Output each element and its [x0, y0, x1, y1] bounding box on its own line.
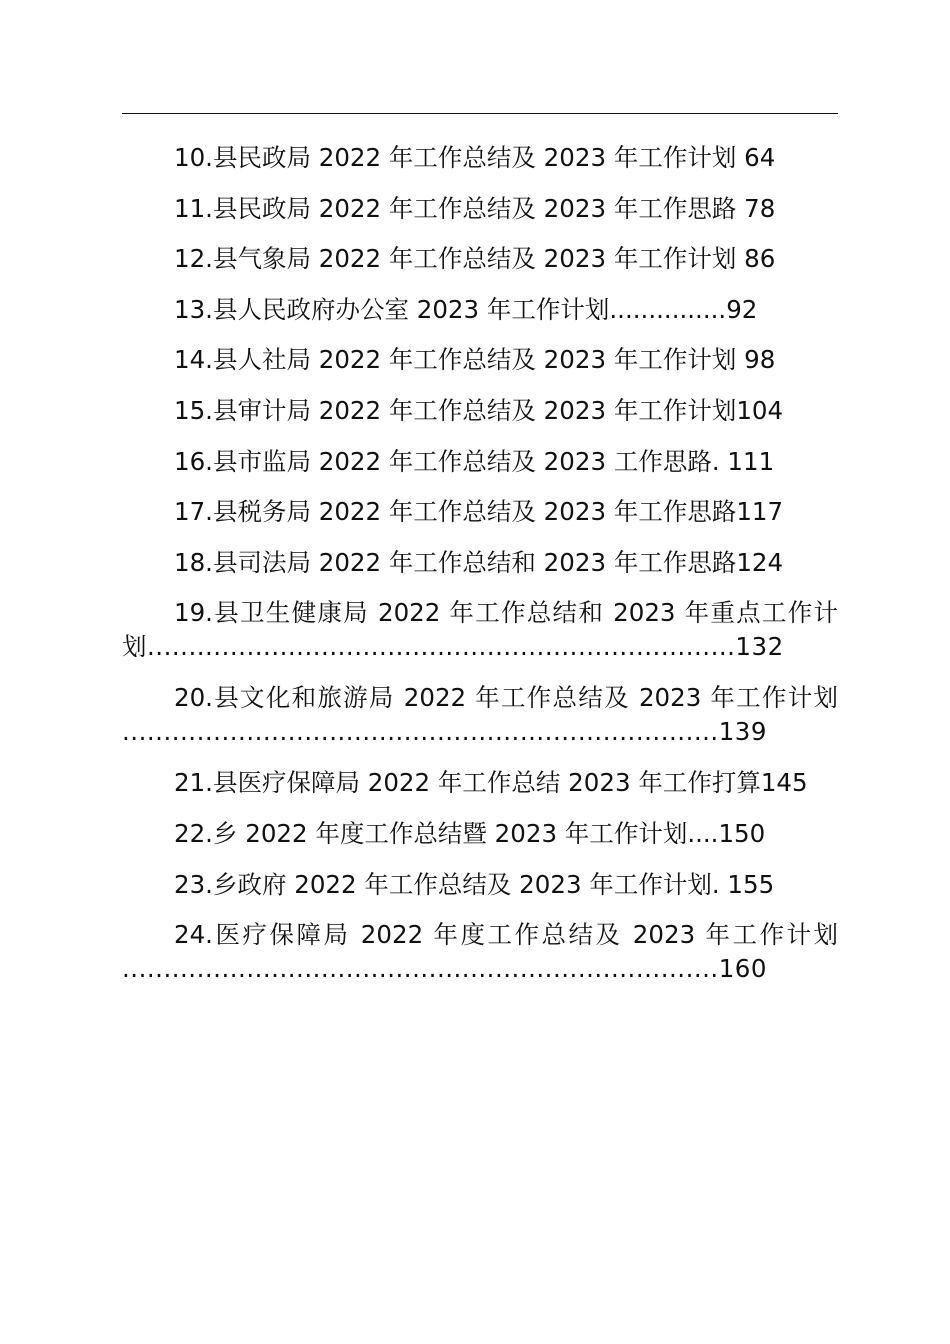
- table-of-contents: [122, 141, 838, 1003]
- toc-entry-text: 13.县人民政府办公室 2023 年工作计划...............92: [174, 294, 758, 324]
- toc-entry-11[interactable]: [122, 192, 838, 226]
- toc-entry-text-line2: 划.......................................................................132: [122, 632, 784, 662]
- header-rule: [122, 113, 838, 114]
- toc-entry-15[interactable]: [122, 394, 838, 428]
- toc-entry-text-line1: 20.县文化和旅游局 2022 年工作总结及 2023 年工作计划: [174, 683, 838, 713]
- toc-entry-text: 22.乡 2022 年度工作总结暨 2023 年工作计划....150: [174, 818, 766, 848]
- toc-entry-text: 16.县市监局 2022 年工作总结及 2023 工作思路. 111: [174, 446, 775, 476]
- toc-entry-text-line2: ........................................................................139: [122, 717, 767, 747]
- toc-entry-21[interactable]: [122, 766, 838, 800]
- toc-entry-17[interactable]: [122, 495, 838, 529]
- toc-entry-10[interactable]: [122, 141, 838, 175]
- toc-entry-23[interactable]: [122, 868, 838, 902]
- toc-entry-text: 12.县气象局 2022 年工作总结及 2023 年工作计划 86: [174, 244, 776, 274]
- toc-entry-22[interactable]: [122, 817, 838, 851]
- toc-entry-text-line1: 19.县卫生健康局 2022 年工作总结和 2023 年重点工作计: [174, 598, 838, 628]
- toc-entry-text: 21.县医疗保障局 2022 年工作总结 2023 年工作打算145: [174, 768, 808, 798]
- toc-entry-12[interactable]: [122, 242, 838, 276]
- toc-entry-14[interactable]: [122, 343, 838, 377]
- toc-entry-text: 18.县司法局 2022 年工作总结和 2023 年工作思路124: [174, 547, 784, 577]
- toc-entry-text: 10.县民政局 2022 年工作总结及 2023 年工作计划 64: [174, 143, 776, 172]
- toc-entry-text: 17.县税务局 2022 年工作总结及 2023 年工作思路117: [174, 497, 784, 527]
- toc-entry-20[interactable]: [122, 681, 838, 749]
- toc-entry-text: 15.县审计局 2022 年工作总结及 2023 年工作计划104: [174, 395, 784, 425]
- toc-entry-text: 23.乡政府 2022 年工作总结及 2023 年工作计划. 155: [174, 869, 775, 899]
- toc-entry-text-line1: 24.医疗保障局 2022 年度工作总结及 2023 年工作计划: [174, 920, 838, 950]
- toc-entry-16[interactable]: [122, 445, 838, 479]
- toc-entry-text-line2: ........................................................................160: [122, 954, 767, 984]
- toc-entry-13[interactable]: [122, 293, 838, 327]
- toc-entry-text: 14.县人社局 2022 年工作总结及 2023 年工作计划 98: [174, 345, 776, 375]
- toc-entry-text: 11.县民政局 2022 年工作总结及 2023 年工作思路 78: [174, 193, 776, 223]
- toc-entry-19[interactable]: [122, 596, 838, 664]
- toc-entry-24[interactable]: [122, 918, 838, 986]
- toc-entry-18[interactable]: [122, 546, 838, 580]
